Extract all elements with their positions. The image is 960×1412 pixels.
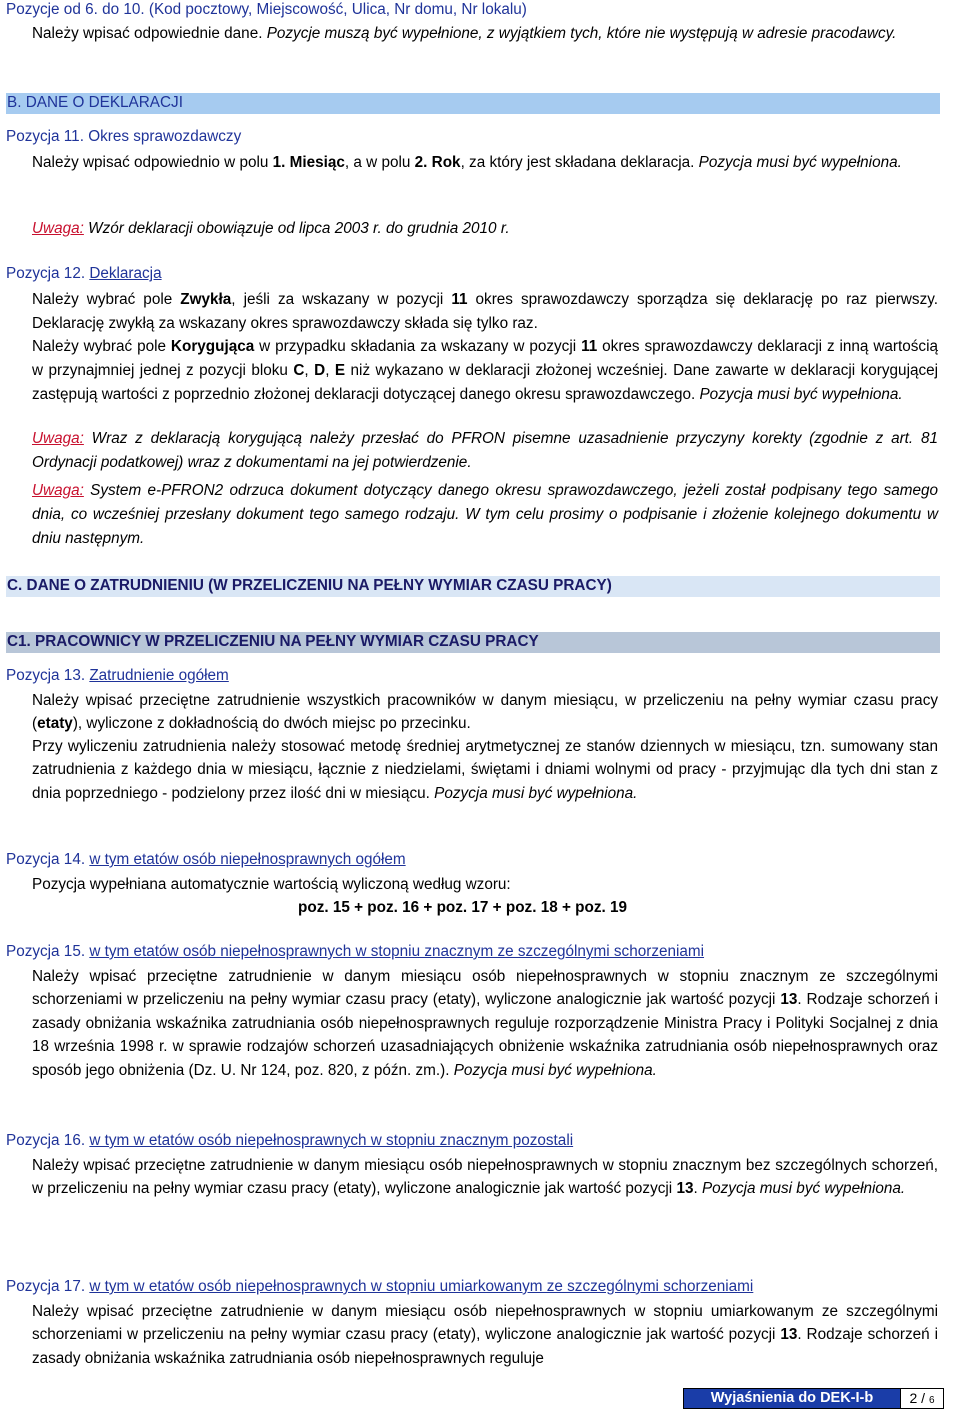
p12-title: Deklaracja (89, 265, 162, 282)
text: , za który jest składana deklaracja. (460, 154, 695, 171)
text: Należy wpisać odpowiednie dane. (32, 25, 263, 42)
text: okres sprawozdawczy sporządza się deklarację po raz pierwszy. Deklarację zwykłą za wskazany okres sprawozdawczy składa się tylko raz. (32, 291, 938, 332)
bold-field: etaty (37, 715, 73, 733)
must-fill-note: Pozycja musi być wypełniona. (697, 1180, 906, 1198)
p14-text: Pozycja wypełniana automatycznie wartością wyliczoną według wzoru: (32, 876, 511, 893)
text: niż wykazano w deklaracji złożonej wcześniej. Dane zawarte w deklaracji korygującej zastępują wartości z poprzednio złożonej deklaracji dotyczącej danego okresu sprawozdawczego. (32, 361, 939, 403)
note-label: Uwaga: (32, 482, 84, 499)
p16-heading (6, 1132, 938, 1150)
text: Należy wpisać przeciętne zatrudnienie w danym miesiącu osób niepełnosprawnych w stopniu znacznym bez szczególnych schorzeń, w przeliczeniu na pełny wymiar czasu pracy (etaty), wyliczone analogicznie jak wartość pozycji (32, 1157, 938, 1198)
section-c-title: C. DANE O ZATRUDNIENIU (W PRZELICZENIU NA PEŁNY WYMIAR CZASU PRACY) (7, 577, 612, 594)
must-fill-note: Pozycja musi być wypełniona. (429, 784, 638, 802)
p14-label: Pozycja 14. (6, 851, 90, 868)
bold-field: 1. Miesiąc (272, 154, 345, 171)
p12-para2 (32, 335, 938, 406)
note-text: System e-PFRON2 odrzuca dokument dotyczący danego okresu sprawozdawczego, jeżeli został podpisany tego samego dnia, co wcześniej przesłany dokument tego samego rodzaju. W tym celu prosimy o podpisanie i złożenie kolejnego dokumentu w dniu następnym. (32, 482, 938, 547)
p13-label: Pozycja 13. (6, 667, 90, 684)
text: Należy wybrać pole (32, 338, 171, 355)
p16-text (32, 1154, 938, 1201)
p16-label: Pozycja 16. (6, 1132, 90, 1149)
text: , jeśli za wskazany w pozycji (231, 291, 452, 308)
p13-para1 (32, 689, 938, 736)
section-a-heading: Pozycje od 6. do 10. (Kod pocztowy, Miejscowość, Ulica, Nr domu, Nr lokalu) (6, 1, 527, 18)
p13-para2 (32, 735, 938, 805)
p12-para1 (32, 288, 938, 336)
bold-field: E (334, 361, 346, 379)
p12-note2 (32, 479, 938, 550)
bold-field: 13 (780, 991, 798, 1009)
text: , a w polu (344, 154, 415, 171)
text: Przy wyliczeniu zatrudnienia należy stosować metodę średniej arytmetycznej ze stanów dziennych w miesiącu, tzn. sumowany stan zatrudnienia z każdego dnia w miesiącu, łącznie z niedzielami, świętami i dniami wolnymi od pracy - przyjmując dla tych dni stan z dnia poprzedniego - podzielony przez ilość dni w miesiącu. (32, 738, 938, 802)
section-c1-title: C1. PRACOWNICY W PRZELICZENIU NA PEŁNY WYMIAR CZASU PRACY (7, 633, 539, 650)
text: w przypadku składania za wskazany w pozycji (254, 338, 582, 355)
p11-heading (6, 128, 938, 146)
text: , (325, 361, 335, 379)
bold-field: C (293, 361, 305, 379)
text: , (304, 361, 315, 379)
page-current: 2 (909, 1390, 918, 1406)
bold-field: 11 (581, 338, 598, 355)
p11-note (32, 220, 938, 238)
p14-formula: poz. 15 + poz. 16 + poz. 17 + poz. 18 + poz. 19 (298, 899, 627, 916)
text: . (693, 1180, 698, 1198)
page-total: 6 (928, 1395, 935, 1406)
p14-title: w tym etatów osób niepełnosprawnych ogółem (89, 851, 406, 868)
p11-text (32, 151, 938, 174)
section-b-band (6, 93, 940, 114)
text: . Rodzaje schorzeń i zasady obniżania wskaźnika zatrudniania osób niepełnosprawnych reguluje rozporządzenie Ministra Pracy i Polityki Socjalnej z dnia 18 września 1998 r. w sprawie rodzajów schorzeń uzasadniających obniżenie wskaźnika zatrudniania osób niepełnosprawnych oraz sposób jego obniżenia (Dz. U. Nr 124, poz. 820, z późn. zm.). (32, 991, 938, 1079)
bold-field: D (314, 361, 326, 379)
must-fill-note: Pozycja musi być wypełniona. (694, 154, 902, 171)
p11-label: Pozycja 11. (6, 128, 89, 145)
footer-doc-name: Wyjaśnienia do DEK-I-b (683, 1388, 901, 1409)
must-fill-note: Pozycja musi być wypełniona. (449, 1061, 657, 1079)
note-text: Wzór deklaracji obowiązuje od lipca 2003 r. do grudnia 2010 r. (83, 220, 510, 237)
must-fill-note: Pozycje muszą być wypełnione, z wyjątkiem tych, które nie występują w adresie pracodawcy. (262, 25, 897, 42)
note-label: Uwaga: (32, 220, 84, 237)
section-b-title: B. DANE O DEKLARACJI (7, 94, 183, 111)
bold-field: Zwykła (180, 291, 232, 308)
p13-title: Zatrudnienie ogółem (89, 667, 229, 684)
note-text: Wraz z deklaracją korygującą należy przesłać do PFRON pisemne uzasadnienie przyczyny korekty (zgodnie z art. 81 Ordynacji podatkowej) wraz z dokumentami na jej potwierdzenie. (32, 430, 938, 471)
section-c1-band (6, 632, 940, 653)
p15-heading (6, 943, 938, 961)
p12-note1 (32, 427, 938, 475)
section-c-band (6, 576, 940, 597)
p15-text (32, 965, 938, 1082)
text: . Rodzaje schorzeń i zasady obniżania wskaźnika zatrudniania osób niepełnosprawnych reguluje (32, 1326, 938, 1367)
bold-field: 11 (451, 291, 468, 308)
page-separator: / (921, 1390, 926, 1406)
text: Należy wpisać przeciętne zatrudnienie wszystkich pracowników w danym miesiącu, w przeliczeniu na pełny wymiar czasu pracy ( (32, 692, 938, 733)
p17-title: w tym w etatów osób niepełnosprawnych w stopniu umiarkowanym ze szczególnymi schorzeniami (89, 1278, 754, 1295)
text: Należy wpisać odpowiednio w polu (32, 154, 273, 171)
section-a-text (32, 22, 938, 45)
bold-field: Korygująca (170, 338, 255, 355)
p17-label: Pozycja 17. (6, 1278, 90, 1295)
footer-page-number (900, 1388, 944, 1409)
text: Należy wpisać przeciętne zatrudnienie w danym miesiącu osób niepełnosprawnych w stopniu umiarkowanym ze szczególnymi schorzeniami w przeliczeniu na pełny wymiar czasu pracy (etaty), wyliczone analogicznie jak wartość pozycji (32, 1303, 938, 1344)
p17-heading (6, 1278, 938, 1296)
p15-title: w tym etatów osób niepełnosprawnych w stopniu znacznym ze szczególnymi schorzeniami (89, 943, 705, 960)
p12-label: Pozycja 12. (6, 265, 90, 282)
text: Należy wybrać pole (32, 291, 181, 308)
p13-heading (6, 667, 938, 685)
text: Należy wpisać przeciętne zatrudnienie w danym miesiącu osób niepełnosprawnych w stopniu znacznym ze szczególnymi schorzeniami w przeliczeniu na pełny wymiar czasu pracy (etaty), wyliczone analogicznie jak wartość pozycji (32, 968, 938, 1009)
bold-field: 2. Rok (414, 154, 461, 171)
bold-field: 13 (780, 1326, 798, 1344)
text: okres sprawozdawczy deklaracji z inną wartością w przynajmniej jednej z pozycji bloku (32, 338, 938, 379)
note-label: Uwaga: (32, 430, 84, 447)
p15-label: Pozycja 15. (6, 943, 90, 960)
must-fill-note: Pozycja musi być wypełniona. (695, 385, 903, 403)
p17-text (32, 1300, 938, 1370)
bold-field: 13 (676, 1180, 694, 1198)
p14-heading (6, 851, 938, 869)
p11-title: Okres sprawozdawczy (88, 128, 242, 145)
text: ), wyliczone z dokładnością do dwóch miejsc po przecinku. (72, 715, 471, 733)
p12-heading (6, 265, 938, 283)
p16-title: w tym w etatów osób niepełnosprawnych w stopniu znacznym pozostali (89, 1132, 574, 1149)
